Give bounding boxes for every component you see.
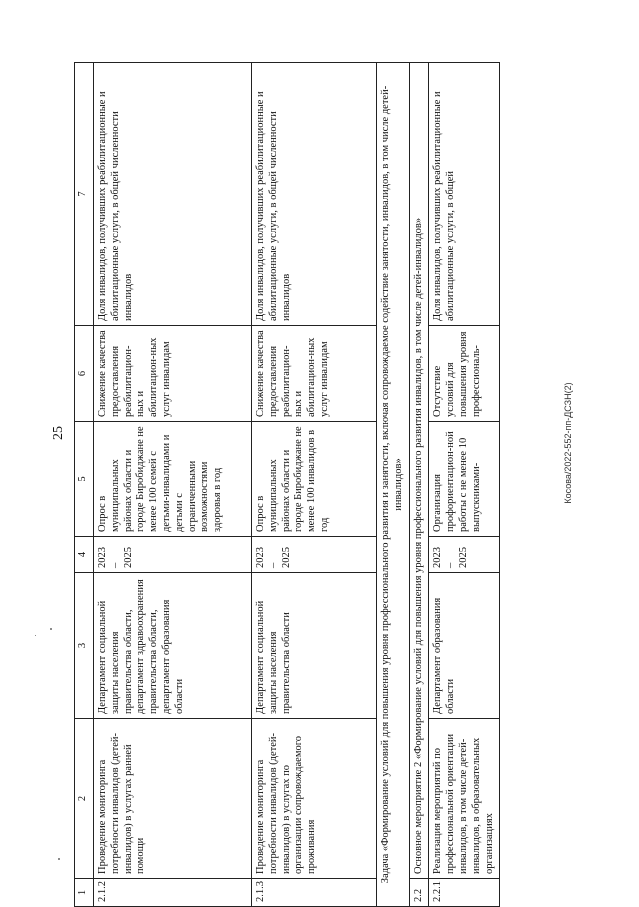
column-header: 2 xyxy=(75,719,94,879)
result-cell: Опрос в муниципальных районах области и городе Биробиджане не менее 100 семей с детьми-инвалидами и детьми с ограниченными возможностями здоровья в год xyxy=(94,422,252,537)
consequences-cell: Отсутствие условий для повышения уровня профессиональ- xyxy=(429,326,500,422)
activity-cell: Проведение мониторинга потребности инвалидов (детей-инвалидов) в услугах по организации сопровождаемого проживания xyxy=(252,719,377,879)
table-row xyxy=(429,63,500,907)
table-row xyxy=(94,63,252,907)
scan-speck xyxy=(35,635,36,636)
main-event-text: Основное мероприятие 2 «Формирование условий для повышения уровня профессионального развития инвалидов, в том числе детей-инвалидов» xyxy=(409,63,429,879)
table-row xyxy=(252,63,377,907)
activity-cell: Проведение мониторинга потребности инвалидов (детей-инвалидов) в услугах ранней помощи xyxy=(94,719,252,879)
result-cell: Организация профориентацион-ной работы с не менее 10 выпускниками- xyxy=(429,422,500,537)
footer-code: Косова/2022-552-пп-ДСЗН(2) xyxy=(563,382,573,504)
column-header: 7 xyxy=(75,63,94,326)
scan-speck xyxy=(50,628,52,630)
task-row xyxy=(377,63,410,907)
result-cell: Опрос в муниципальных районах области и городе Биробиджане не менее 100 инвалидов в год xyxy=(252,422,377,537)
column-header: 5 xyxy=(75,422,94,537)
scan-speck xyxy=(58,858,60,860)
executor-cell: Департамент социальной защиты населения правительства области xyxy=(252,573,377,719)
indicator-cell: Доля инвалидов, получивших реабилитационные и абилитационные услуги, в общей численности инвалидов xyxy=(252,63,377,326)
page-number: 25 xyxy=(51,426,66,440)
header-row xyxy=(75,63,94,907)
row-number: 2.1.2 xyxy=(94,879,252,907)
column-header: 3 xyxy=(75,573,94,719)
row-number: 2.2 xyxy=(409,879,429,907)
row-number: 2.2.1 xyxy=(429,879,500,907)
task-text: Задача «Формирование условий для повышения уровня профессионального развития и занятости, включая сопровождаемое содействие занятости, инвалидов, в том числе детей-инвалидов» xyxy=(377,63,410,907)
main-event-row xyxy=(409,63,429,907)
period-cell: 2023 – 2025 xyxy=(252,537,377,573)
period-cell: 2023 – 2025 xyxy=(429,537,500,573)
activity-cell: Реализация мероприятий по профессиональной ориентации инвалидов, в том числе детей-инвалидов, в образовательных организациях xyxy=(429,719,500,879)
period-cell: 2023 – 2025 xyxy=(94,537,252,573)
column-header: 4 xyxy=(75,537,94,573)
executor-cell: Департамент образования области xyxy=(429,573,500,719)
column-header: 6 xyxy=(75,326,94,422)
column-header: 1 xyxy=(75,879,94,907)
indicator-cell: Доля инвалидов, получивших реабилитационные и абилитационные услуги, в общей численности инвалидов xyxy=(94,63,252,326)
activities-table xyxy=(74,62,500,907)
consequences-cell: Снижение качества предоставления реабилитацион-ных и абилитацион-ных услуг инвалидам xyxy=(252,326,377,422)
consequences-cell: Снижение качества предоставления реабилитацион-ных и абилитацион-ных услуг инвалидам xyxy=(94,326,252,422)
row-number: 2.1.3 xyxy=(252,879,377,907)
indicator-cell: Доля инвалидов, получивших реабилитационные и абилитационные услуги, в общей xyxy=(429,63,500,326)
executor-cell: Департамент социальной защиты населения правительства области, департамент здравоохранения правительства области, департамент образования области xyxy=(94,573,252,719)
rotated-table-wrapper xyxy=(74,62,579,907)
